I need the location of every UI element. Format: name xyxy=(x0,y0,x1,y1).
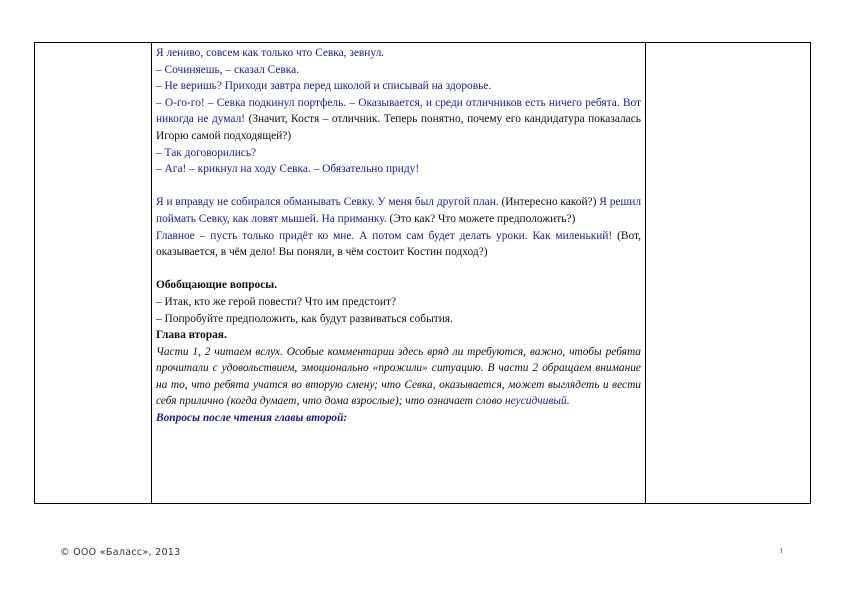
teacher-comment: (Значит, Костя – отличник. Теперь понятно, почему его кандидатура показалась Игорю самой подходящей?) xyxy=(156,113,641,142)
paragraph: – Так договорились? xyxy=(156,146,257,159)
question: – Попробуйте предположить, как будут развиваться события. xyxy=(156,312,453,325)
paragraph: – Сочиняешь, – сказал Севка. xyxy=(156,63,300,76)
lesson-text xyxy=(152,43,645,427)
paragraph xyxy=(156,228,641,261)
paragraph: – Не веришь? Приходи завтра перед школой и списывай на здоровье. xyxy=(156,80,492,93)
left-column-cell xyxy=(35,43,152,504)
highlighted-word: неусидчивый xyxy=(504,395,567,408)
right-column-cell xyxy=(646,43,811,504)
question: – Итак, кто же герой повести? Что им предстоит? xyxy=(156,295,397,308)
content-column-cell xyxy=(152,43,646,504)
page-mark: ı xyxy=(780,546,783,556)
instruction-text: . xyxy=(566,395,570,408)
chapter-heading: Глава вторая. xyxy=(156,329,227,342)
section-heading: Обобщающие вопросы. xyxy=(156,279,278,292)
blank-line xyxy=(156,261,641,278)
teacher-comment: (Интересно какой?) xyxy=(501,196,600,209)
paragraph: – Ага! – крикнул на ходу Севка. – Обязательно приду! xyxy=(156,163,420,176)
questions-heading: Вопросы после чтения главы второй: xyxy=(156,412,348,425)
story-text: – О-го-го! – Севка подкинул портфель. – Оказывается, и среди отличников есть ничего ребята. Вот никогда не думал! xyxy=(156,96,641,126)
blank-line xyxy=(156,178,641,195)
story-text: Главное – пусть только придёт ко мне. А потом сам будет делать уроки. Как миленький! xyxy=(156,229,618,242)
paragraph: Я лениво, совсем как только что Севка, зевнул. xyxy=(156,47,385,59)
teacher-comment: (Это как? Что можете предположить?) xyxy=(389,212,576,225)
teacher-comment: (Вот, оказывается, в чём дело! Вы поняли, в чём состоит Костин подход?) xyxy=(156,229,641,259)
story-text: Я и вправду не собирался обманывать Севку. У меня был другой план. xyxy=(156,196,502,209)
paragraph xyxy=(156,95,641,145)
lesson-table xyxy=(34,42,811,504)
table-row xyxy=(35,43,811,504)
footer-copyright: © ООО «Баласс», 2013 xyxy=(60,547,181,558)
paragraph xyxy=(156,194,641,227)
instruction-text: Части 1, 2 читаем вслух. Особые комментарии здесь вряд ли требуются, важно, чтобы ребята прочитали с удовольствием, эмоционально «прожили» ситуацию. В части 2 обращаем внимание на то, что ребята учатся во вторую смену; что Севка, оказывается, может выглядеть и вести себя прилично (когда думает, что дома взрослые); что означает слово xyxy=(156,345,641,408)
teacher-instructions xyxy=(156,344,641,410)
story-text: Я решил поймать Севку, как ловят мышей. На приманку. xyxy=(156,196,642,225)
